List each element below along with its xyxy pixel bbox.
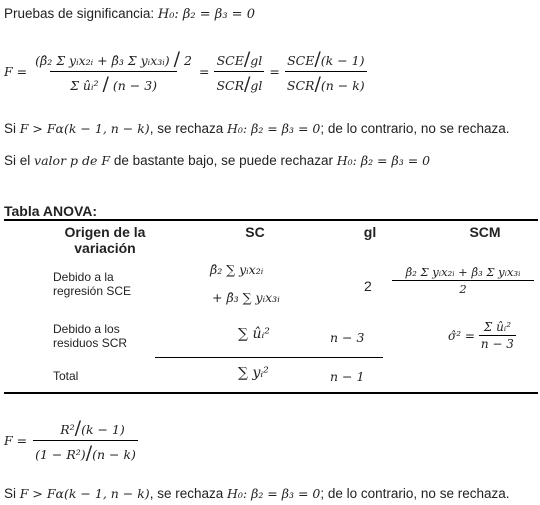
header-gl: gl [363, 224, 377, 240]
f-numerator-divisor: 2 [184, 52, 192, 68]
anova-bottom-rule [4, 392, 538, 394]
f-r2-fraction: $\frac{\text{R²/(k − 1)}}{\text{(1 − R²)/(n − k)}}$ [35, 416, 136, 464]
null-hypothesis: H₀: β₂ = β₃ = 0 [157, 7, 255, 22]
scr-gl-num: SCR [216, 77, 245, 93]
row-total-sc: ∑ yᵢ² [238, 365, 269, 381]
sce-gl-num: SCE [216, 52, 244, 68]
total-rule [155, 357, 383, 358]
decision-rule-2 [4, 153, 430, 168]
f-r2-den-main: (1 − R²) [35, 446, 86, 462]
rule3-mid: , se rechaza [149, 486, 224, 501]
row-total-gl: n − 1 [330, 369, 365, 384]
rule2-hypothesis: H₀: β₂ = β₃ = 0 [336, 153, 431, 168]
scr-gl-den: gl [250, 77, 263, 93]
f-denominator-slash: / [102, 72, 109, 95]
sce-gl-den: gl [250, 52, 263, 68]
row-residual-label: Debido a los residuos SCR [53, 322, 128, 350]
significance-label: Pruebas de significancia: [4, 6, 155, 21]
row-regression-scm-den: 2 [392, 280, 534, 296]
row-residual-scm-lhs: σ̂² = [448, 328, 475, 343]
equals-sign-1: = [198, 63, 210, 79]
decision-rule-3 [4, 486, 509, 501]
row-regression-scm [392, 265, 534, 296]
row-residual-gl: n − 3 [330, 330, 365, 345]
scr-k-den: (n − k) [320, 77, 365, 93]
row-residual-sc: ∑ ûᵢ² [238, 326, 270, 342]
anova-title: Tabla ANOVA: [4, 203, 98, 219]
rule3-condition: F > Fα(k − 1, n − k) [19, 486, 150, 501]
decision-rule-1 [4, 121, 509, 136]
rule1-hypothesis: H₀: β₂ = β₃ = 0 [227, 121, 321, 136]
sce-scr-k-fraction: $\frac{\text{SCE/(k − 1)}}{\text{SCR/(n − k)}}$ [286, 47, 365, 95]
anova-top-rule [4, 219, 538, 221]
f-denominator [50, 71, 177, 95]
rule2-pvalue: valor p de F [34, 153, 111, 168]
row-regression-scm-num: β̂₂ Σ yᵢx₂ᵢ + β̂₃ Σ yᵢx₃ᵢ [405, 265, 521, 279]
f-r2-symbol: F = [4, 432, 28, 448]
f-statistic-formula [4, 36, 367, 106]
header-scm: SCM [469, 224, 501, 240]
scr-k-num: SCR [286, 77, 315, 93]
rule2-pre: Si el [4, 153, 31, 168]
significance-heading [4, 6, 255, 22]
rule3-hypothesis: H₀: β₂ = β₃ = 0 [227, 486, 321, 501]
row-residual-scm-num: Σ ûᵢ² [483, 320, 512, 334]
row-regression-sc-line1: β̂₂ ∑ yᵢx₂ᵢ [210, 262, 264, 277]
f-denominator-main: Σ ûᵢ² [70, 77, 99, 93]
rule1-mid: , se rechaza [149, 121, 224, 136]
f-r2-num-div: (k − 1) [81, 421, 125, 437]
f-r2-den-div: (n − k) [92, 446, 136, 462]
f-main-fraction [33, 48, 194, 95]
rule2-mid: de bastante bajo, se puede rechazar [113, 153, 333, 168]
f-numerator [33, 48, 194, 71]
f-r2-formula [4, 405, 138, 475]
f-numerator-main: (β̂₂ Σ yᵢx₂ᵢ + β̂₃ Σ yᵢx₃ᵢ) [35, 52, 170, 68]
header-sc: SC [245, 224, 265, 240]
rule3-pre: Si [4, 486, 17, 501]
rule1-condition: F > Fα(k − 1, n − k) [19, 121, 150, 136]
rule1-post: ; de lo contrario, no se rechaza. [320, 121, 510, 136]
row-regression-label: Debido a la regresión SCE [53, 270, 132, 298]
row-total-label: Total [53, 369, 79, 383]
row-regression-sc-line2: + β̂₃ ∑ yᵢx₃ᵢ [212, 290, 280, 305]
equals-sign-2: = [269, 63, 280, 79]
row-residual-scm [448, 320, 516, 351]
row-regression-gl: 2 [364, 278, 372, 294]
row-residual-scm-den: n − 3 [480, 337, 514, 351]
rule3-post: ; de lo contrario, no se rechaza. [320, 486, 510, 501]
header-origen: Origen de la variación [64, 224, 146, 256]
sce-k-num: SCE [287, 52, 315, 68]
f-r2-num-main: R² [60, 421, 75, 437]
sce-k-den: (k − 1) [320, 52, 365, 68]
f-denominator-divisor: (n − 3) [112, 77, 158, 93]
f-numerator-slash: / [173, 47, 181, 70]
rule1-pre: Si [4, 121, 17, 136]
f-symbol: F = [4, 63, 28, 79]
sce-scr-gl-fraction: $\frac{\text{SCE/gl}}{\text{SCR/gl}}$ [216, 47, 263, 95]
